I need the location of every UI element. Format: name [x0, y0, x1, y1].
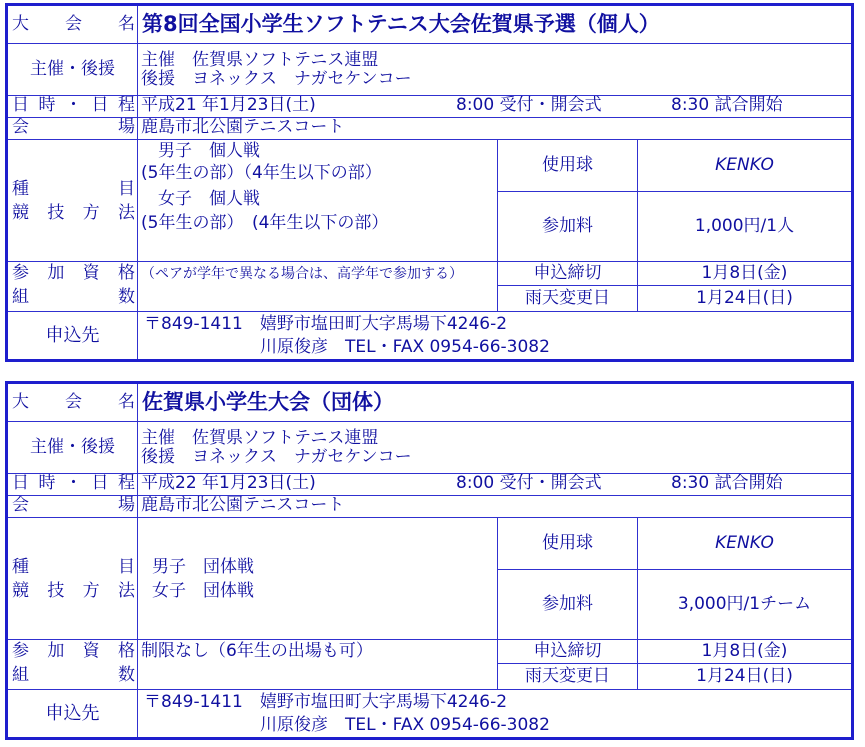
label-apply: 申込先 [8, 690, 138, 737]
label-format: 競技方法 [12, 581, 135, 601]
label-groups: 組 数 [12, 665, 135, 685]
event-girls-divisions: (5年生の部） (4年生以下の部） [141, 213, 389, 233]
address-cell [138, 312, 851, 359]
label-fee: 参加料 [498, 192, 638, 262]
schedule-start: 8:30 試合開始 [671, 474, 783, 493]
tournament-box-team [5, 381, 854, 740]
label-event: 種 目 [12, 557, 135, 577]
organizer-cell [138, 44, 851, 96]
event-girls: 女子 団体戦 [152, 581, 254, 601]
label-rain-date: 雨天変更日 [498, 664, 638, 690]
label-deadline: 申込締切 [498, 262, 638, 286]
sponsor-line: 後援 ヨネックス ナガセケンコー [141, 446, 412, 467]
venue-value: 鹿島市北公園テニスコート [138, 118, 851, 140]
label-event-format-cell [8, 518, 138, 640]
label-groups: 組 数 [12, 287, 135, 307]
label-eligibility: 参加資格 [12, 641, 135, 661]
eligibility-note: 制限なし（6年生の出場も可） [138, 640, 498, 690]
events-cell [138, 518, 498, 640]
schedule-cell [138, 474, 851, 496]
deadline-value: 1月8日(金) [638, 262, 851, 286]
schedule-reception: 8:00 受付・開会式 [456, 96, 602, 115]
deadline-value: 1月8日(金) [638, 640, 851, 664]
label-deadline: 申込締切 [498, 640, 638, 664]
schedule-cell [138, 96, 851, 118]
organizer-line: 主催 佐賀県ソフトテニス連盟 [141, 49, 379, 70]
events-cell [138, 140, 498, 262]
label-event-format-cell [8, 140, 138, 262]
label-fee: 参加料 [498, 570, 638, 640]
venue-value: 鹿島市北公園テニスコート [138, 496, 851, 518]
label-eligibility-groups-cell [8, 640, 138, 690]
tournament-box-individual [5, 3, 854, 362]
schedule-date: 平成21 年1月23日(土) [141, 96, 316, 115]
label-event: 種 目 [12, 179, 135, 199]
rain-date-value: 1月24日(日) [638, 664, 851, 690]
tournament-title: 佐賀県小学生大会（団体） [138, 384, 851, 422]
address-line: 〒849-1411 嬉野市塩田町大字馬場下4246-2 [144, 314, 508, 334]
event-girls: 女子 個人戦 [141, 189, 260, 209]
event-boys: 男子 個人戦 [141, 141, 260, 161]
event-boys-divisions: (5年生の部）（4年生以下の部） [141, 163, 382, 183]
schedule-start: 8:30 試合開始 [671, 96, 783, 115]
fee-value: 1,000円/1人 [638, 192, 851, 262]
label-rain-date: 雨天変更日 [498, 286, 638, 312]
label-organizer: 主催・後援 [8, 422, 138, 474]
address-line: 〒849-1411 嬉野市塩田町大字馬場下4246-2 [144, 692, 508, 712]
tournament-title: 第8回全国小学生ソフトテニス大会佐賀県予選（個人） [138, 6, 851, 44]
event-boys: 男子 団体戦 [152, 557, 254, 577]
label-apply: 申込先 [8, 312, 138, 359]
label-ball: 使用球 [498, 140, 638, 192]
label-date: 日時・日程 [8, 96, 138, 118]
fee-value: 3,000円/1チーム [638, 570, 851, 640]
label-ball: 使用球 [498, 518, 638, 570]
label-date: 日時・日程 [8, 474, 138, 496]
eligibility-note: （ペアが学年で異なる場合は、高学年で参加する） [138, 262, 498, 312]
label-format: 競技方法 [12, 203, 135, 223]
rain-date-value: 1月24日(日) [638, 286, 851, 312]
contact-line: 川原俊彦 TEL・FAX 0954-66-3082 [260, 337, 550, 357]
organizer-line: 主催 佐賀県ソフトテニス連盟 [141, 427, 379, 448]
label-venue: 会 場 [8, 118, 138, 140]
organizer-cell [138, 422, 851, 474]
ball-value: KENKO [638, 518, 851, 570]
schedule-reception: 8:00 受付・開会式 [456, 474, 602, 493]
schedule-date: 平成22 年1月23日(土) [141, 474, 316, 493]
label-eligibility: 参加資格 [12, 263, 135, 283]
label-eligibility-groups-cell [8, 262, 138, 312]
address-cell [138, 690, 851, 737]
label-organizer: 主催・後援 [8, 44, 138, 96]
label-tournament-name: 大 会 名 [8, 6, 138, 44]
sponsor-line: 後援 ヨネックス ナガセケンコー [141, 68, 412, 89]
contact-line: 川原俊彦 TEL・FAX 0954-66-3082 [260, 715, 550, 735]
label-venue: 会 場 [8, 496, 138, 518]
label-tournament-name: 大 会 名 [8, 384, 138, 422]
ball-value: KENKO [638, 140, 851, 192]
